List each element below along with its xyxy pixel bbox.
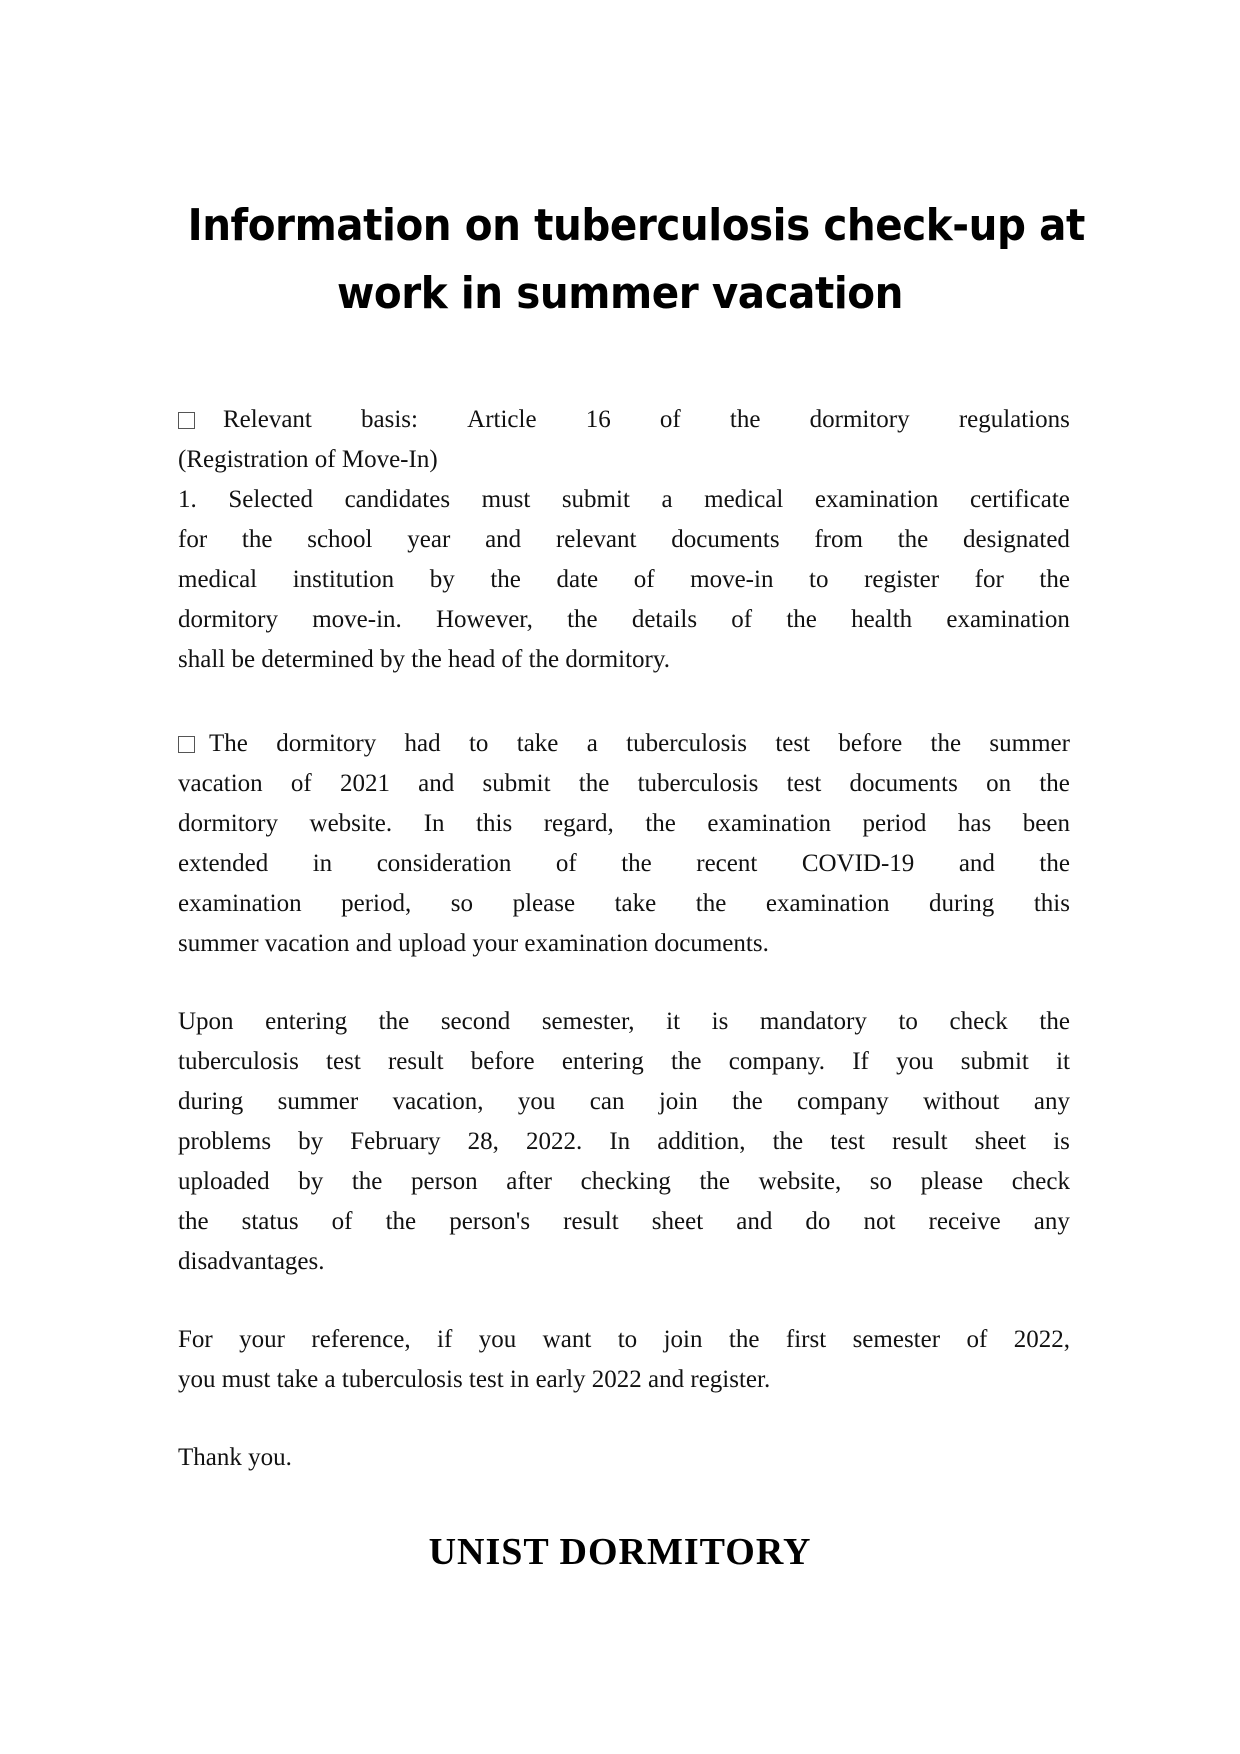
text-line xyxy=(178,844,1070,884)
text-line: you must take a tuberculosis test in early 2022 and register. xyxy=(178,1366,771,1393)
word: summer xyxy=(277,1088,359,1115)
word: from xyxy=(814,526,863,553)
word: the xyxy=(772,1128,804,1155)
text-line xyxy=(178,600,1070,640)
word: and xyxy=(485,526,522,553)
document-body xyxy=(178,400,1070,1478)
word: consideration xyxy=(376,850,512,877)
word: please xyxy=(920,1168,984,1195)
word: move-in xyxy=(690,566,774,593)
word: this xyxy=(476,810,513,837)
word: February xyxy=(350,1128,441,1155)
word: you xyxy=(517,1088,556,1115)
word: during xyxy=(929,890,995,917)
text-line xyxy=(178,1082,1070,1122)
word: mandatory xyxy=(759,1008,867,1035)
word: of xyxy=(731,606,753,633)
word: if xyxy=(437,1326,453,1353)
word: the xyxy=(241,526,273,553)
word: the xyxy=(1039,850,1070,877)
word: you xyxy=(896,1048,934,1075)
word: and xyxy=(418,770,455,797)
word: 16 xyxy=(585,406,611,433)
word: to xyxy=(468,730,489,757)
text-line xyxy=(178,1162,1070,1202)
word: submit xyxy=(561,486,630,513)
word: entering xyxy=(265,1008,348,1035)
word: of xyxy=(633,566,655,593)
word: a xyxy=(661,486,673,513)
word: COVID-19 xyxy=(801,850,915,877)
word: join xyxy=(658,1088,698,1115)
word: semester xyxy=(852,1326,941,1353)
word: by xyxy=(298,1128,324,1155)
document-title xyxy=(187,192,1085,328)
signature: UNIST DORMITORY xyxy=(428,1531,812,1573)
word: the xyxy=(729,406,761,433)
word: test xyxy=(830,1128,865,1155)
word: In xyxy=(609,1128,631,1155)
word: second xyxy=(440,1008,511,1035)
text-line xyxy=(178,764,1070,804)
justified-text xyxy=(223,400,1070,440)
text-line xyxy=(178,1122,1070,1162)
word: tuberculosis xyxy=(626,730,747,757)
paragraph-second-semester xyxy=(178,1002,1070,1282)
text-line xyxy=(178,560,1070,600)
word: the xyxy=(178,1208,209,1235)
word: the xyxy=(351,1168,383,1195)
text-line: shall be determined by the head of the dormitory. xyxy=(178,646,670,673)
word: the xyxy=(930,730,962,757)
word: for xyxy=(974,566,1004,593)
word: regard, xyxy=(543,810,614,837)
word: documents xyxy=(849,770,958,797)
word: sheet xyxy=(651,1208,704,1235)
word: addition, xyxy=(657,1128,746,1155)
word: has xyxy=(957,810,992,837)
word: The xyxy=(209,730,248,757)
word: register xyxy=(864,566,940,593)
text-line xyxy=(178,1320,1070,1360)
word: of xyxy=(966,1326,988,1353)
word: However, xyxy=(435,606,533,633)
word: must xyxy=(481,486,531,513)
word: of xyxy=(555,850,577,877)
text-line xyxy=(178,400,1070,440)
word: institution xyxy=(292,566,395,593)
word: checking xyxy=(580,1168,671,1195)
word: result xyxy=(892,1128,948,1155)
title-line: work in summer vacation xyxy=(336,268,904,319)
word: Upon xyxy=(178,1008,234,1035)
text-line xyxy=(178,724,1070,764)
word: and xyxy=(958,850,995,877)
word: 28, xyxy=(467,1128,499,1155)
paragraph-first-semester xyxy=(178,1320,1070,1400)
text-line xyxy=(178,804,1070,844)
word: you xyxy=(478,1326,517,1353)
word: it xyxy=(666,1008,681,1035)
word: after xyxy=(506,1168,553,1195)
word: for xyxy=(178,526,208,553)
word: relevant xyxy=(555,526,637,553)
word: year xyxy=(407,526,451,553)
word: on xyxy=(986,770,1012,797)
word: the xyxy=(695,890,727,917)
text-line xyxy=(178,884,1070,924)
word: medical xyxy=(704,486,784,513)
word: during xyxy=(178,1088,244,1115)
word: of xyxy=(331,1208,353,1235)
word: submit xyxy=(482,770,551,797)
word: can xyxy=(589,1088,625,1115)
word: been xyxy=(1022,810,1070,837)
word: dormitory xyxy=(276,730,377,757)
word: the xyxy=(728,1326,760,1353)
word: any xyxy=(1033,1088,1070,1115)
word: examination xyxy=(707,810,831,837)
word: check xyxy=(949,1008,1008,1035)
word: uploaded xyxy=(178,1168,270,1195)
justified-text xyxy=(209,724,1070,764)
empty-square-icon xyxy=(178,736,195,753)
word: the xyxy=(578,770,610,797)
word: Relevant xyxy=(223,406,312,433)
word: person xyxy=(410,1168,478,1195)
word: test xyxy=(786,770,822,797)
word: examination xyxy=(814,486,939,513)
word: company xyxy=(797,1088,889,1115)
word: entering xyxy=(561,1048,644,1075)
word: website, xyxy=(758,1168,842,1195)
text-line: summer vacation and upload your examination documents. xyxy=(178,930,769,957)
word: is xyxy=(711,1008,729,1035)
word: the xyxy=(1039,1008,1070,1035)
word: 2022. xyxy=(525,1128,583,1155)
word: first xyxy=(785,1326,827,1353)
word: Article xyxy=(467,406,537,433)
empty-square-icon xyxy=(178,412,195,429)
word: 2021 xyxy=(339,770,390,797)
word: the xyxy=(699,1168,730,1195)
word: this xyxy=(1033,890,1070,917)
text-line xyxy=(178,520,1070,560)
word: join xyxy=(663,1326,703,1353)
word: a xyxy=(586,730,598,757)
word: receive xyxy=(928,1208,1001,1235)
word: by xyxy=(429,566,455,593)
word: If xyxy=(852,1048,869,1075)
word: want xyxy=(542,1326,592,1353)
word: health xyxy=(851,606,913,633)
word: it xyxy=(1056,1048,1070,1075)
word: documents xyxy=(671,526,780,553)
word: take xyxy=(614,890,657,917)
word: candidates xyxy=(344,486,451,513)
word: examination xyxy=(765,890,890,917)
word: result xyxy=(387,1048,444,1075)
closing-text: Thank you. xyxy=(178,1444,292,1471)
word: the xyxy=(897,526,929,553)
word: vacation, xyxy=(392,1088,484,1115)
word: the xyxy=(490,566,521,593)
word: the xyxy=(1039,770,1070,797)
word: any xyxy=(1033,1208,1070,1235)
word: result xyxy=(563,1208,619,1235)
word: the xyxy=(1039,566,1070,593)
word: summer xyxy=(989,730,1070,757)
word: school xyxy=(307,526,373,553)
word: to xyxy=(898,1008,918,1035)
word: recent xyxy=(696,850,758,877)
word: test xyxy=(775,730,811,757)
word: to xyxy=(617,1326,638,1353)
word: For xyxy=(178,1326,213,1353)
word: problems xyxy=(178,1128,272,1155)
text-line xyxy=(178,1202,1070,1242)
text-line xyxy=(178,1042,1070,1082)
word: regulations xyxy=(958,406,1070,433)
word: person's xyxy=(449,1208,531,1235)
word: test xyxy=(326,1048,361,1075)
word: details xyxy=(631,606,698,633)
section-relevant-basis xyxy=(178,400,1070,680)
word: tuberculosis xyxy=(637,770,759,797)
word: the xyxy=(670,1048,702,1075)
word: 1. xyxy=(178,486,197,513)
word: submit xyxy=(960,1048,1029,1075)
word: the xyxy=(385,1208,417,1235)
word: not xyxy=(863,1208,896,1235)
word: dormitory xyxy=(178,810,278,837)
word: your xyxy=(239,1326,285,1353)
word: please xyxy=(512,890,576,917)
word: reference, xyxy=(311,1326,411,1353)
word: basis: xyxy=(361,406,418,433)
word: tuberculosis xyxy=(178,1048,299,1075)
section-tuberculosis-test xyxy=(178,724,1070,964)
word: check xyxy=(1011,1168,1070,1195)
word: so xyxy=(450,890,474,917)
word: 2022, xyxy=(1013,1326,1070,1353)
word: status xyxy=(241,1208,299,1235)
word: of xyxy=(290,770,312,797)
word: do xyxy=(805,1208,831,1235)
text-line xyxy=(178,480,1070,520)
word: dormitory xyxy=(178,606,278,633)
word: certificate xyxy=(969,486,1070,513)
word: to xyxy=(809,566,829,593)
word: had xyxy=(404,730,441,757)
word: by xyxy=(298,1168,324,1195)
word: period xyxy=(862,810,927,837)
word: sheet xyxy=(974,1128,1027,1155)
word: website. xyxy=(309,810,393,837)
word: before xyxy=(838,730,903,757)
text-line xyxy=(178,1002,1070,1042)
word: extended xyxy=(178,850,269,877)
word: dormitory xyxy=(809,406,910,433)
word: without xyxy=(923,1088,1000,1115)
word: the xyxy=(567,606,598,633)
word: before xyxy=(470,1048,535,1075)
word: date xyxy=(556,566,599,593)
word: take xyxy=(516,730,559,757)
word: In xyxy=(423,810,445,837)
text-line: (Registration of Move-In) xyxy=(178,446,438,473)
word: and xyxy=(736,1208,773,1235)
text-line: disadvantages. xyxy=(178,1248,325,1275)
word: the xyxy=(645,810,676,837)
word: in xyxy=(312,850,333,877)
word: the xyxy=(786,606,817,633)
word: the xyxy=(378,1008,410,1035)
word: semester, xyxy=(541,1008,635,1035)
word: period, xyxy=(341,890,412,917)
word: examination xyxy=(178,890,302,917)
word: Selected xyxy=(228,486,313,513)
word: examination xyxy=(946,606,1070,633)
word: so xyxy=(869,1168,893,1195)
word: vacation xyxy=(178,770,263,797)
word: is xyxy=(1053,1128,1070,1155)
word: of xyxy=(659,406,681,433)
word: medical xyxy=(178,566,258,593)
word: company. xyxy=(728,1048,825,1075)
word: the xyxy=(732,1088,763,1115)
word: designated xyxy=(963,526,1070,553)
word: move-in. xyxy=(312,606,402,633)
title-line: Information on tuberculosis check-up at xyxy=(187,200,1085,251)
word: the xyxy=(621,850,652,877)
